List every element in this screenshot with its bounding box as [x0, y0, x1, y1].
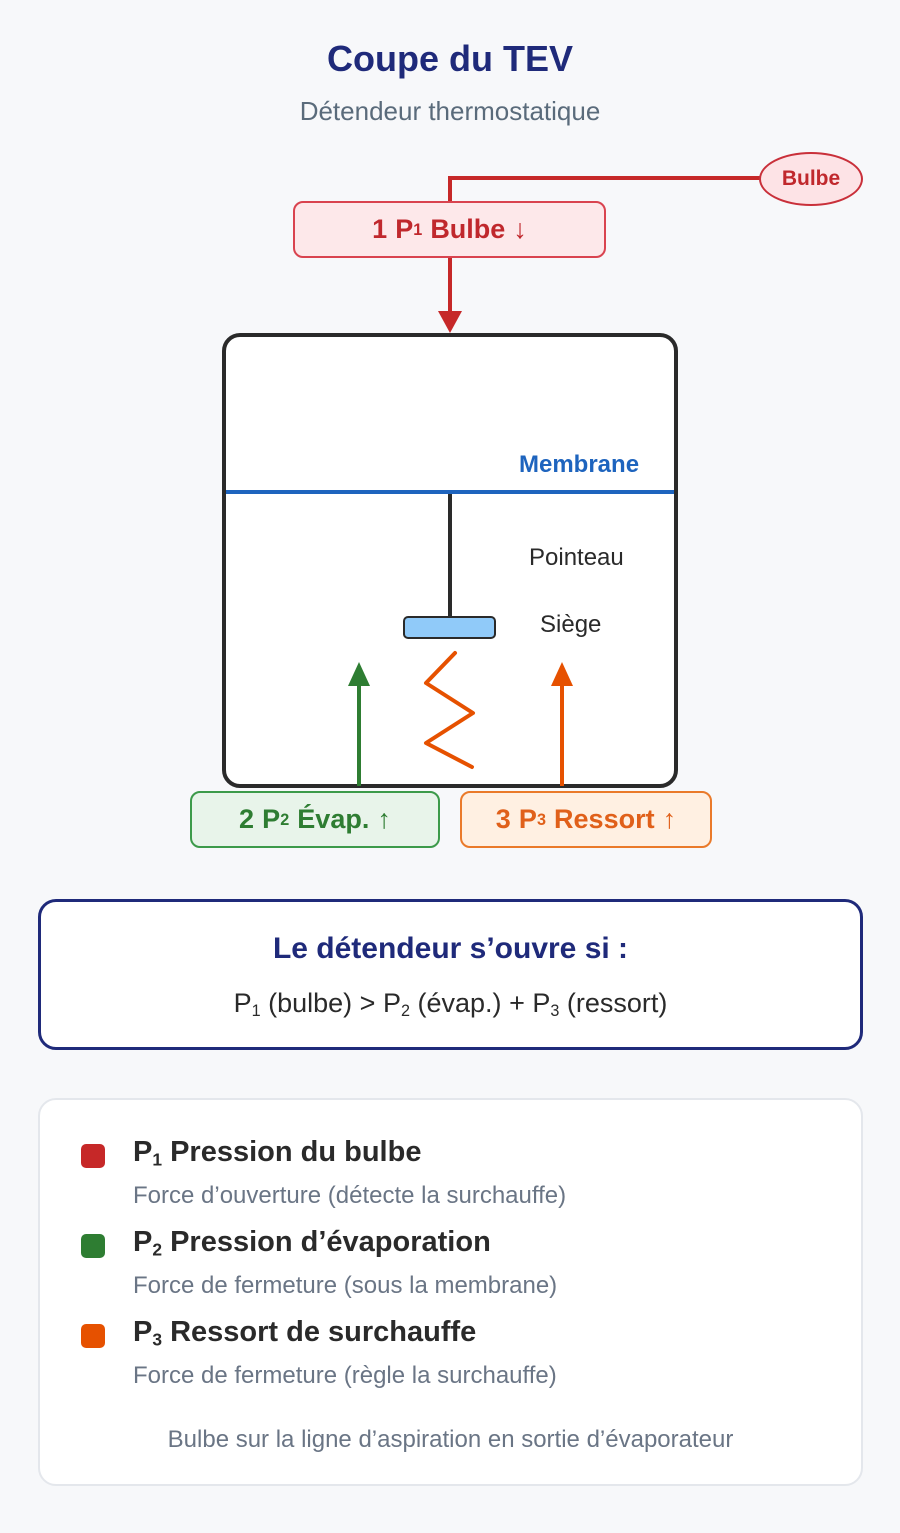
p1-arrow-head	[438, 311, 462, 333]
siege-seat	[404, 617, 495, 638]
p1-sym: P	[395, 214, 414, 244]
legend-sym-p1: P	[133, 1136, 153, 1168]
legend-desc-p3: Force de fermeture (règle la surchauffe)	[133, 1362, 557, 1389]
formula-p3-sub: 3	[550, 1002, 560, 1021]
legend-swatch-p2	[81, 1234, 105, 1258]
legend-panel	[38, 1098, 863, 1486]
condition-box	[38, 899, 863, 1050]
legend-text-p3: Ressort de surchauffe	[170, 1316, 477, 1348]
legend-text-p2: Pression d’évaporation	[170, 1226, 491, 1258]
legend-title-p1	[133, 1136, 421, 1169]
legend-sub-p2: 2	[152, 1239, 163, 1260]
legend-footnote: Bulbe sur la ligne d’aspiration en sortie d’évaporateur	[167, 1426, 734, 1453]
formula-p1-text: (bulbe)	[268, 988, 353, 1018]
legend-sym-p2: P	[133, 1226, 153, 1258]
p3-sym: P	[518, 804, 537, 834]
formula-p1-sym: P	[233, 988, 252, 1018]
p3-num: 3	[495, 804, 511, 834]
legend-swatch-p1	[81, 1144, 105, 1168]
formula-p1-sub: 1	[251, 1002, 261, 1021]
legend-sub-p1: 1	[152, 1149, 163, 1170]
legend-text-p1: Pression du bulbe	[170, 1136, 422, 1168]
formula-p2-sym: P	[382, 988, 401, 1018]
p2-num: 2	[239, 804, 255, 834]
legend-title-p2	[133, 1226, 491, 1259]
membrane-label: Membrane	[519, 451, 640, 478]
formula-p3-sym: P	[532, 988, 551, 1018]
page-subtitle: Détendeur thermostatique	[299, 96, 601, 126]
condition-title: Le détendeur s’ouvre si :	[272, 932, 629, 965]
p2-label-box: 2 P 2 Évap. ↑	[190, 791, 440, 848]
p3-label-box: 3 P 3 Ressort ↑	[460, 791, 712, 848]
p1-arrow-glyph: ↓	[513, 214, 527, 244]
formula-plus: +	[509, 988, 525, 1018]
formula-p3-text: (ressort)	[566, 988, 668, 1018]
p2-arrow-glyph: ↑	[377, 804, 391, 834]
p1-text: Bulbe	[430, 214, 506, 244]
p2-sym: P	[262, 804, 281, 834]
p1-label-box: 1 P 1 Bulbe ↓	[293, 201, 606, 258]
formula-p2-text: (évap.)	[417, 988, 502, 1018]
p1-num: 1	[372, 214, 388, 244]
legend-sub-p3: 3	[152, 1329, 163, 1350]
p3-arrow-glyph: ↑	[662, 804, 677, 834]
condition-formula	[41, 988, 860, 1019]
legend-desc-p2: Force de fermeture (sous la membrane)	[133, 1272, 558, 1299]
legend-title-p3	[133, 1316, 476, 1349]
formula-gt: >	[359, 988, 376, 1018]
page-title: Coupe du TEV	[327, 38, 573, 79]
pointeau-label: Pointeau	[529, 544, 624, 571]
legend-desc-p1: Force d’ouverture (détecte la surchauffe)	[133, 1182, 567, 1209]
legend-swatch-p3	[81, 1324, 105, 1348]
p2-text: Évap.	[297, 804, 370, 834]
p3-text: Ressort	[554, 804, 655, 834]
siege-label: Siège	[540, 611, 602, 638]
bulbe-pill: Bulbe	[759, 152, 863, 206]
legend-sym-p3: P	[133, 1316, 153, 1348]
formula-p2-sub: 2	[400, 1002, 410, 1021]
